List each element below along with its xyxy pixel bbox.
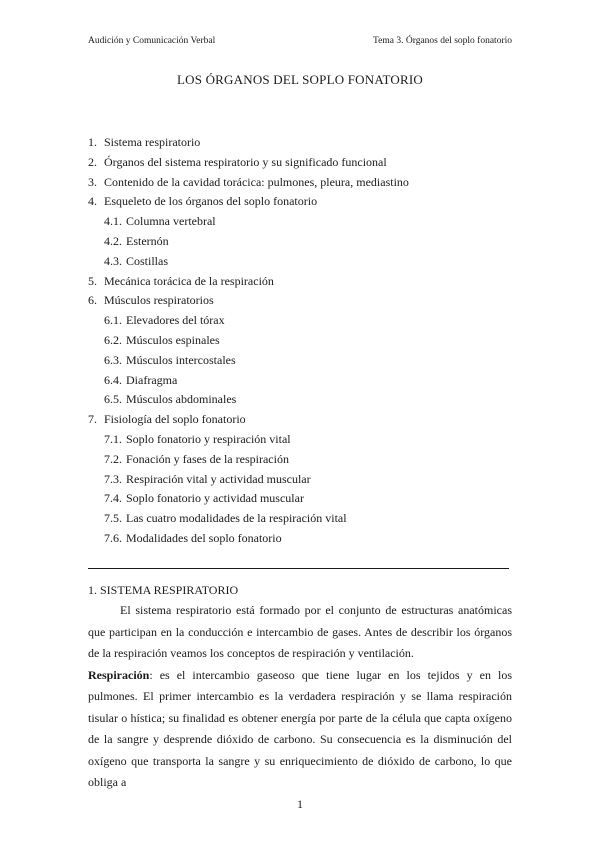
toc-item <box>88 291 512 311</box>
toc-item-text: Modalidades del soplo fonatorio <box>126 530 282 545</box>
toc-item-number: 6.1. <box>104 313 122 328</box>
page-header <box>88 36 512 46</box>
body-paragraph: El sistema respiratorio está formado por el conjunto de estructuras anatómicas que participan en la conducción e intercambio de gases. Antes de describir los órganos de la respiración veamos los conceptos de respiración y ventilación. <box>88 603 512 660</box>
section-sistema-respiratorio <box>88 580 512 794</box>
toc-item-text: Sistema respiratorio <box>104 135 201 149</box>
toc-subitem <box>88 489 512 509</box>
toc-item-number: 5. <box>88 273 97 288</box>
toc-item-text: Músculos abdominales <box>126 392 237 407</box>
toc-item-text: Las cuatro modalidades de la respiración vital <box>126 511 347 526</box>
toc-subitem <box>88 430 512 450</box>
toc-item <box>88 173 512 193</box>
toc-item-text: Músculos respiratorios <box>104 293 214 308</box>
toc-subitem <box>88 212 512 232</box>
toc-item-number: 4. <box>88 194 97 209</box>
section-divider <box>88 568 509 569</box>
toc-item-text: Fisiología del soplo fonatorio <box>104 412 246 427</box>
toc-subitem <box>88 390 512 410</box>
toc-subitem <box>88 529 512 549</box>
toc-item-number: 6.5. <box>104 392 122 407</box>
toc-item-number: 4.3. <box>104 253 122 268</box>
toc-item-number: 3. <box>88 174 97 189</box>
toc-item-text: Esqueleto de los órganos del soplo fonatorio <box>104 194 318 209</box>
toc-subitem <box>88 252 512 272</box>
toc-item-text: Contenido de la cavidad torácica: pulmones, pleura, mediastino <box>104 174 409 189</box>
toc-item-number: 7. <box>88 412 97 427</box>
toc-subitem <box>88 311 512 331</box>
page-title: LOS ÓRGANOS DEL SOPLO FONATORIO <box>176 72 423 87</box>
toc-item-text: Elevadores del tórax <box>126 313 225 328</box>
toc-subitem <box>88 509 512 529</box>
toc-item-text: Diafragma <box>126 372 178 387</box>
toc-item-number: 4.1. <box>104 214 122 229</box>
table-of-contents <box>88 133 512 549</box>
defined-term: Respiración <box>88 667 150 682</box>
toc-item-number: 7.3. <box>104 471 122 486</box>
toc-item <box>88 133 512 153</box>
toc-item <box>88 410 512 430</box>
toc-item-text: Respiración vital y actividad muscular <box>126 471 311 486</box>
toc-item-number: 2. <box>88 154 97 169</box>
definition-paragraph <box>88 665 512 794</box>
toc-item-number: 6. <box>88 293 97 308</box>
toc-item-number: 7.2. <box>104 451 122 466</box>
toc-subitem <box>88 331 512 351</box>
toc-item-text: Esternón <box>126 233 169 248</box>
toc-item-text: Soplo fonatorio y respiración vital <box>126 431 291 446</box>
toc-item-text: Soplo fonatorio y actividad muscular <box>126 491 304 506</box>
toc-item-number: 7.1. <box>104 431 122 446</box>
toc-subitem <box>88 450 512 470</box>
toc-item-number: 6.2. <box>104 332 122 347</box>
toc-item-text: Mecánica torácica de la respiración <box>104 273 274 288</box>
toc-item-number: 6.4. <box>104 372 122 387</box>
toc-item <box>88 272 512 292</box>
toc-item-text: Órganos del sistema respiratorio y su significado funcional <box>104 154 387 169</box>
toc-item <box>88 192 512 212</box>
toc-item-number: 7.6. <box>104 530 122 545</box>
toc-item-text: Músculos intercostales <box>126 352 236 367</box>
toc-item-text: Fonación y fases de la respiración <box>126 451 289 466</box>
toc-item-number: 1. <box>88 135 97 149</box>
toc-item-text: Costillas <box>126 253 169 268</box>
toc-item-number: 7.4. <box>104 491 122 506</box>
toc-subitem <box>88 232 512 252</box>
toc-item-number: 4.2. <box>104 233 122 248</box>
toc-item-text: Columna vertebral <box>126 214 216 229</box>
toc-item <box>88 153 512 173</box>
toc-item-number: 6.3. <box>104 352 122 367</box>
toc-item-number: 7.5. <box>104 511 122 526</box>
header-left: Audición y Comunicación Verbal <box>88 36 216 46</box>
header-right: Tema 3. Órganos del soplo fonatorio <box>373 36 512 46</box>
definition-text: : es el intercambio gaseoso que tiene lugar en los tejidos y en los pulmones. El primer intercambio es la verdadera respiración y se llama respiración tisular o hística; su finalidad es obtener energía por parte de la célula que capta oxígeno de la sangre y desprende dióxido de carbono. Su consecuencia es la disminución del oxígeno que transporta la sangre y su enriquecimiento de dióxido de carbono, lo que obliga a <box>88 667 512 789</box>
toc-subitem <box>88 371 512 391</box>
toc-item-text: Músculos espinales <box>126 332 220 347</box>
toc-subitem <box>88 351 512 371</box>
page-number: 1 <box>297 797 303 811</box>
section-title: 1. SISTEMA RESPIRATORIO <box>88 583 239 597</box>
toc-subitem <box>88 470 512 490</box>
